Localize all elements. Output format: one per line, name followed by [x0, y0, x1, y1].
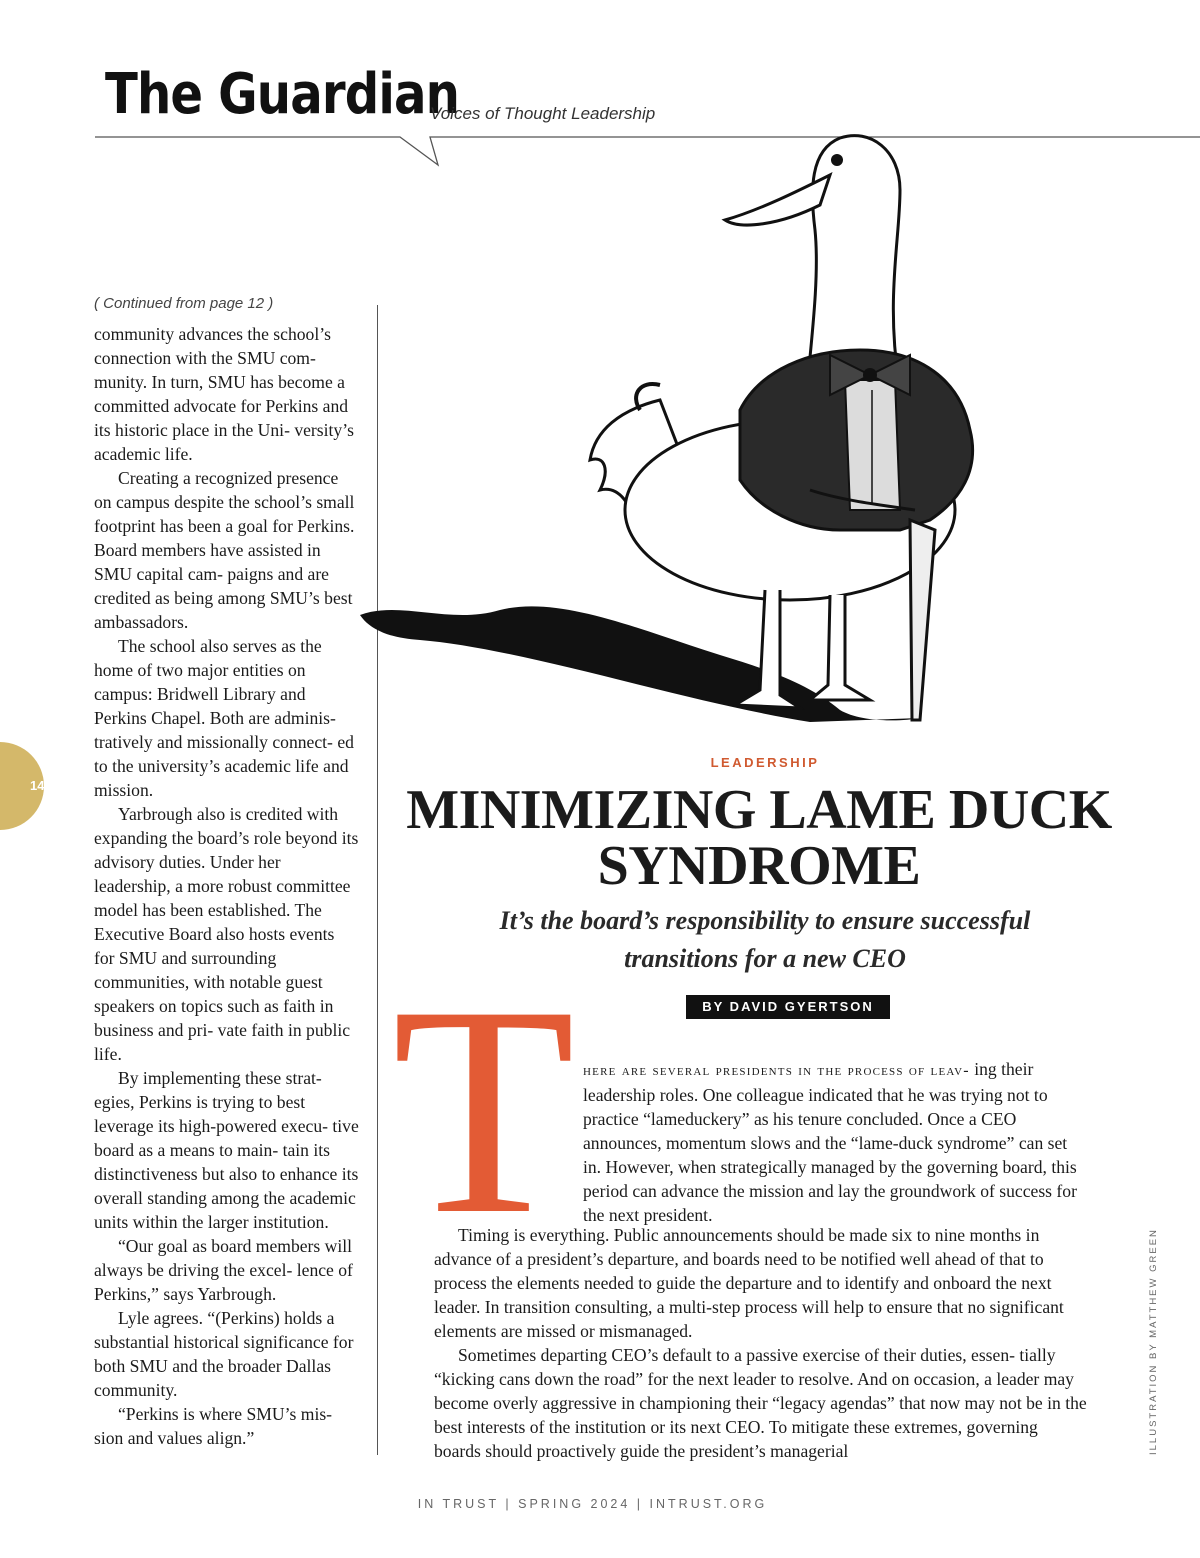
drop-cap: T	[392, 944, 576, 1276]
article-intro	[583, 1057, 1083, 1227]
illustration-credit: ILLUSTRATION BY MATTHEW GREEN	[1148, 1228, 1159, 1455]
paragraph: The school also serves as the home of two major entities on campus: Bridwell Library and Perkins Chapel. Both are adminis- tratively and missionally connect- ed to the university’s academic life and mission.	[94, 636, 354, 800]
paragraph: “Our goal as board members will always be driving the excel- lence of Perkins,” says Yarbrough.	[94, 1236, 353, 1304]
page-footer: IN TRUST | SPRING 2024 | INTRUST.ORG	[417, 1497, 768, 1511]
paragraph: community advances the school’s connection with the SMU com- munity. In turn, SMU has become a committed advocate for Perkins and its historic place in the Uni- versity’s academic life.	[94, 324, 354, 464]
paragraph: Yarbrough also is credited with expanding the board’s role beyond its advisory duties. Under her leadership, a more robust committee model has been established. The Executive Board also hosts events for SMU and surrounding communities, with notable guest speakers on topics such as faith in business and pri- vate faith in public life.	[94, 804, 359, 1064]
paragraph: “Perkins is where SMU’s mis- sion and values align.”	[94, 1404, 333, 1448]
paragraph: By implementing these strat- egies, Perkins is trying to best leverage its high-powered execu- tive board as a means to main- tain its distinctiveness but also to enhance its overall standing among the academic units within the larger institution.	[94, 1068, 359, 1232]
continued-note: ( Continued from page 12 )	[94, 295, 274, 312]
article-body	[434, 1223, 1089, 1463]
section-kicker: LEADERSHIP	[710, 755, 820, 770]
intro-lead: here are several presidents in the process of leav-	[583, 1062, 970, 1079]
byline-badge: BY DAVID GYERTSON	[686, 995, 890, 1019]
paragraph: Creating a recognized presence on campus despite the school’s small footprint has been a goal for Perkins. Board members have assisted in SMU capital cam- paigns and are credited as being among SMU’s best ambassadors.	[94, 468, 355, 632]
article-deck: It’s the board’s responsibility to ensure successful transitions for a new CEO	[499, 906, 1031, 973]
article-headline: MINIMIZING LAME DUCK SYNDROME	[406, 779, 1112, 897]
paragraph: Timing is everything. Public announcements should be made six to nine months in advance of a president’s departure, and boards need to be notified well ahead of that to process the elements needed to guide the departure and to identify and onboard the next leader. In transition consulting, a multi-step process will help to ensure that no significant elements are missed or mismanaged.	[434, 1225, 1064, 1341]
paragraph: Lyle agrees. “(Perkins) holds a substantial historical significance for both SMU and the broader Dallas community.	[94, 1308, 354, 1400]
duck-illustration	[340, 110, 1000, 750]
page-number: 14	[30, 778, 45, 793]
masthead-tagline: Voices of Thought Leadership	[430, 104, 656, 123]
left-column-body	[94, 322, 359, 1450]
intro-text: ing their leadership roles. One colleague indicated that he was trying not to practice “lameduckery” as his tenure concluded. Once a CEO announces, momentum slows and the “lame-duck syndrome” can set in. However, when strategically managed by the governing board, this period can advance the mission and lay the groundwork of success for the next president.	[583, 1059, 1077, 1225]
masthead-title[interactable]: The Guardian	[105, 62, 460, 127]
paragraph: Sometimes departing CEO’s default to a passive exercise of their duties, essen- tially “kicking cans down the road” for the next leader to resolve. And on occasion, a leader may become overly aggressive in championing their “legacy agendas” that now may not be in the best interests of the institution or its next CEO. To mitigate these extremes, governing boards should proactively guide the president’s managerial	[434, 1345, 1087, 1461]
left-column	[94, 295, 359, 1450]
